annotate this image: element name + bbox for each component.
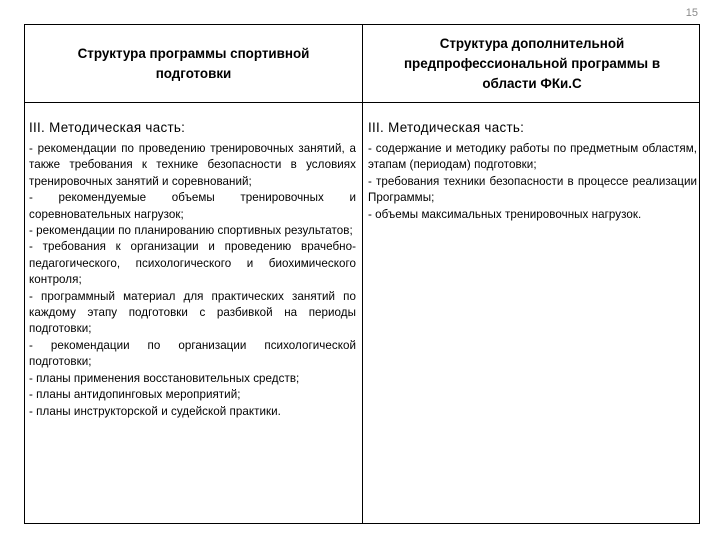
list-item: - рекомендуемые объемы тренировочных и соревновательных нагрузок; <box>29 191 356 221</box>
header-row-divider <box>25 102 699 103</box>
left-item-list <box>29 141 356 420</box>
list-item: - планы инструкторской и судейской практики. <box>29 404 281 418</box>
list-item: - рекомендации по проведению тренировочных занятий, а также требования к технике безопасности в условиях тренировочных занятий и соревнований; <box>29 142 356 188</box>
right-item-list <box>368 141 697 223</box>
left-column-header <box>25 25 362 102</box>
list-item: - планы применения восстановительных средств; <box>29 371 300 385</box>
left-section-title: III. Методическая часть: <box>29 120 186 135</box>
list-item: - объемы максимальных тренировочных нагрузок. <box>368 207 642 221</box>
comparison-table <box>24 24 700 524</box>
page-number: 15 <box>685 7 698 19</box>
left-column-header-text: Структура программы спортивной подготовки <box>77 45 310 81</box>
right-column-header <box>363 25 701 102</box>
list-item: - планы антидопинговых мероприятий; <box>29 388 241 402</box>
right-section-title: III. Методическая часть: <box>368 120 525 135</box>
right-column-body <box>363 119 701 223</box>
list-item: - требования техники безопасности в процессе реализации Программы; <box>368 174 697 205</box>
list-item: - рекомендации по планированию спортивных результатов; <box>29 224 353 238</box>
left-column-body <box>25 119 362 420</box>
list-item: - требования к организации и проведению врачебно-педагогического, психологического и биохимического контроля; <box>29 240 356 287</box>
list-item: - содержание и методику работы по предметным областям, этапам (периодам) подготовки; <box>368 142 697 172</box>
list-item: - программный материал для практических занятий по каждому этапу подготовки с разбивкой на периоды подготовки; <box>29 289 356 336</box>
right-column-header-text: Структура дополнительной предпрофессиональной программы в области ФКи.С <box>403 35 661 91</box>
list-item: - рекомендации по организации психологической подготовки; <box>29 338 356 369</box>
